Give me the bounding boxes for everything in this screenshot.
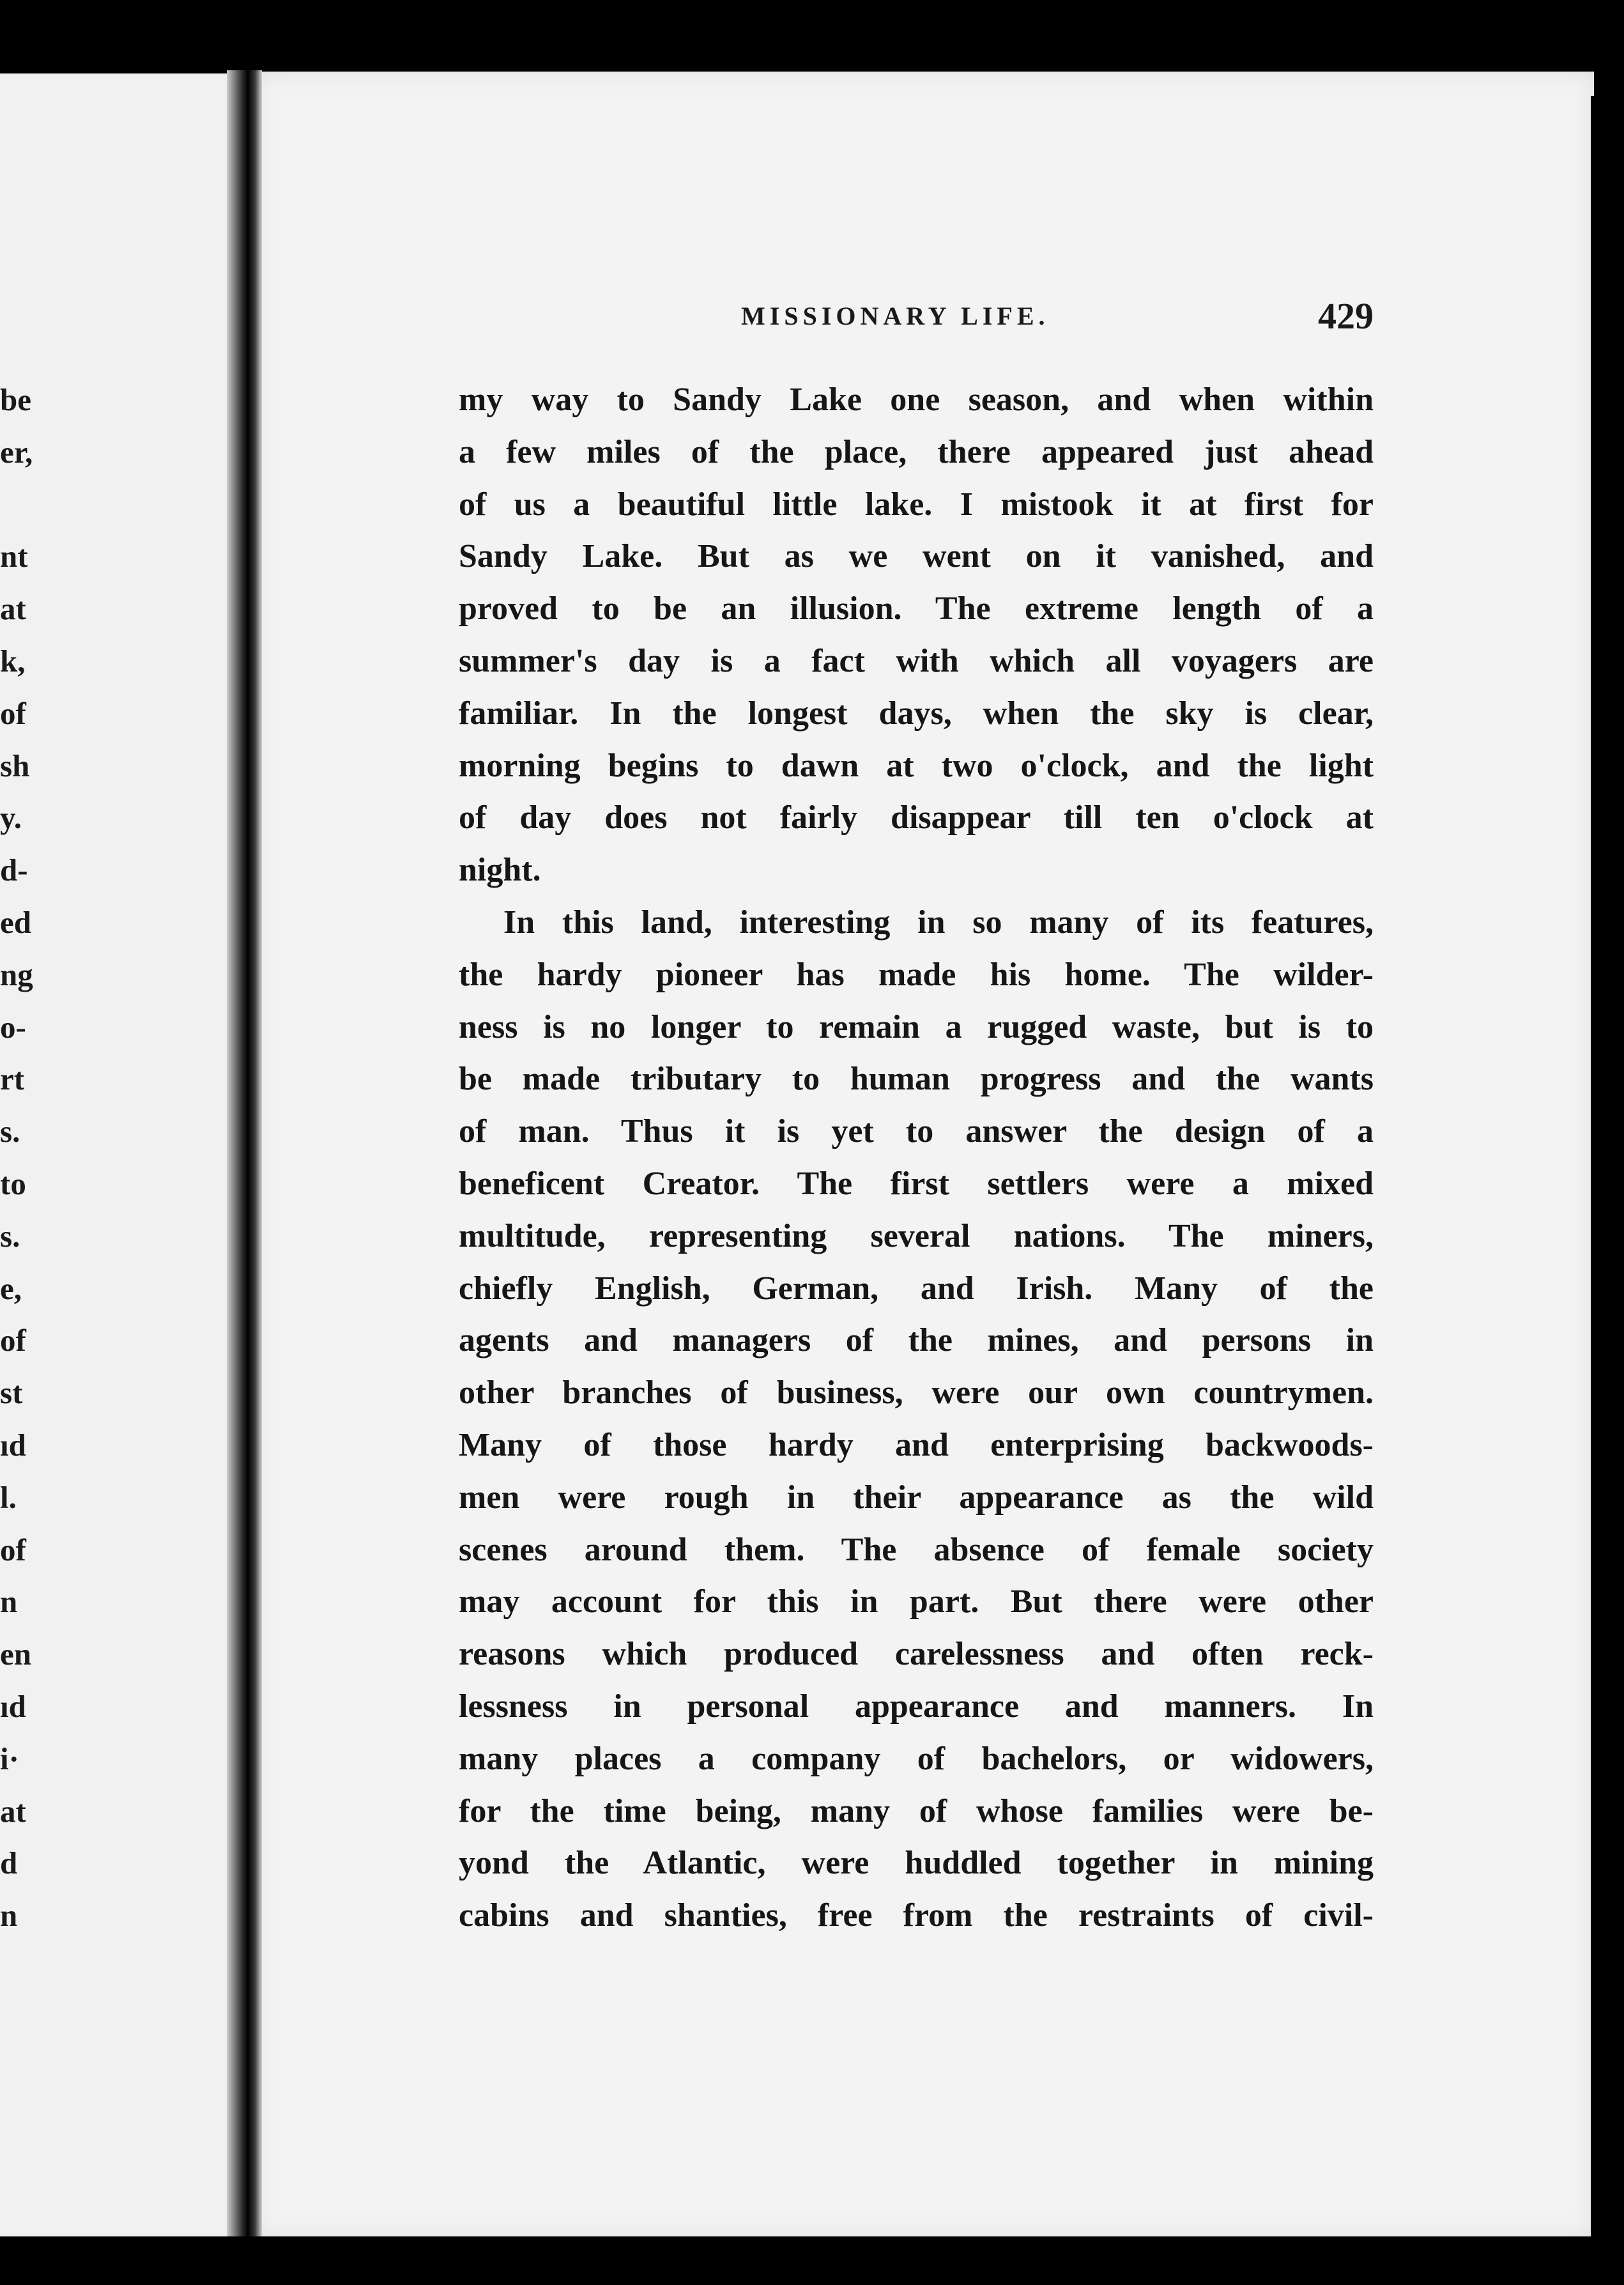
text-line: Sandy Lake. But as we went on it vanished, and [459, 538, 1374, 575]
text-line: lessness in personal appearance and manners. In [459, 1688, 1374, 1725]
left-fragment: d [0, 1845, 18, 1881]
text-line: be made tributary to human progress and the wants [459, 1061, 1374, 1098]
text-line: familiar. In the longest days, when the sky is clear, [459, 695, 1374, 732]
left-fragment: ng [0, 957, 33, 992]
text-line: the hardy pioneer has made his home. The wilder- [459, 956, 1374, 993]
left-fragment: s. [0, 1114, 20, 1150]
left-page-text-fragments [0, 374, 57, 1942]
left-fragment: y. [0, 800, 22, 836]
left-fragment: st [0, 1375, 23, 1411]
text-line: multitude, representing several nations. The miners, [459, 1217, 1374, 1254]
scan-bottom-border [0, 2236, 1624, 2285]
left-fragment: ed [0, 904, 31, 940]
left-fragment: to [0, 1166, 26, 1201]
text-line: chiefly English, German, and Irish. Many of the [459, 1270, 1374, 1307]
left-fragment: ıd [0, 1427, 26, 1463]
running-head-title: MISSIONARY LIFE. [741, 302, 1050, 330]
left-fragment: o- [0, 1009, 26, 1045]
scan-right-border [1591, 96, 1624, 2285]
text-line: a few miles of the place, there appeared just ahead [459, 433, 1374, 470]
left-fragment: of [0, 1323, 26, 1358]
paragraph-end-line: night. [459, 852, 541, 889]
text-line: of day does not fairly disappear till ten o'clock at [459, 799, 1374, 836]
text-line: men were rough in their appearance as the wild [459, 1479, 1374, 1516]
left-fragment: l. [0, 1479, 17, 1515]
left-fragment: s. [0, 1218, 20, 1254]
text-line: Many of those hardy and enterprising backwoods- [459, 1426, 1374, 1463]
text-line: other branches of business, were our own countrymen. [459, 1374, 1374, 1412]
text-line: my way to Sandy Lake one season, and when within [459, 381, 1374, 418]
text-line: may account for this in part. But there were other [459, 1583, 1374, 1620]
left-fragment: at [0, 1793, 26, 1829]
text-line: summer's day is a fact with which all voyagers are [459, 642, 1374, 679]
text-line: proved to be an illusion. The extreme length of a [459, 590, 1374, 627]
left-fragment: n [0, 1898, 18, 1934]
page-number: 429 [1318, 295, 1374, 337]
text-line: agents and managers of the mines, and persons in [459, 1322, 1374, 1359]
text-line: of man. Thus it is yet to answer the design of a [459, 1113, 1374, 1150]
left-fragment: k, [0, 643, 26, 679]
text-line: ness is no longer to remain a rugged waste, but is to [459, 1008, 1374, 1045]
left-fragment: of [0, 1532, 26, 1567]
text-line: many places a company of bachelors, or widowers, [459, 1740, 1374, 1777]
left-fragment: er, [0, 434, 33, 470]
left-fragment: n [0, 1584, 18, 1620]
left-fragment: d- [0, 852, 28, 888]
text-line: cabins and shanties, free from the restraints of civil- [459, 1897, 1374, 1934]
left-fragment: ıd [0, 1688, 26, 1724]
left-fragment: nt [0, 539, 28, 574]
left-fragment: rt [0, 1061, 25, 1097]
text-line: scenes around them. The absence of female society [459, 1531, 1374, 1568]
book-gutter [227, 70, 262, 2285]
left-fragment: sh [0, 748, 30, 783]
text-line: reasons which produced carelessness and often reck- [459, 1636, 1374, 1673]
paragraph-start-line: In this land, interesting in so many of its features, [503, 904, 1374, 941]
text-line: yond the Atlantic, were huddled together in mining [459, 1845, 1374, 1882]
left-fragment: en [0, 1636, 31, 1672]
left-fragment [0, 479, 57, 531]
left-fragment: i· [0, 1741, 19, 1776]
left-fragment: at [0, 591, 26, 627]
left-fragment: e, [0, 1270, 22, 1306]
text-line: for the time being, many of whose families were be- [459, 1792, 1374, 1829]
body-text [459, 374, 1374, 1942]
text-line: beneficent Creator. The first settlers were a mixed [459, 1165, 1374, 1202]
text-line: of us a beautiful little lake. I mistook it at first for [459, 486, 1374, 523]
text-line: morning begins to dawn at two o'clock, and the light [459, 747, 1374, 784]
left-fragment: of [0, 695, 26, 731]
left-fragment: be [0, 382, 31, 417]
